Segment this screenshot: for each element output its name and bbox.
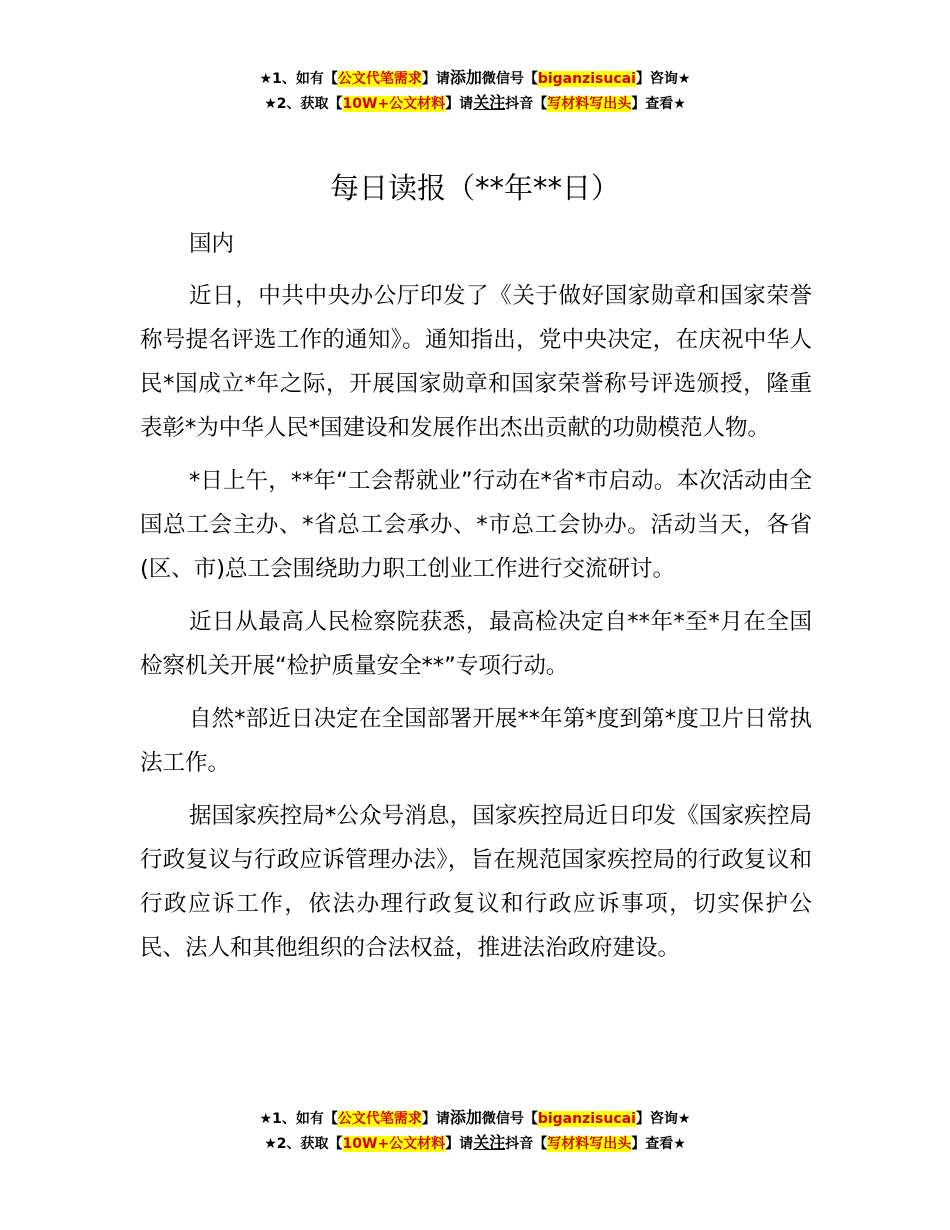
banner-text: ★1、如有【 <box>259 71 338 87</box>
banner-text: 微信号【 <box>481 1111 538 1127</box>
section-heading: 国内 <box>189 231 235 257</box>
paragraph: 据国家疾控局*公众号消息，国家疾控局近日印发《国家疾控局行政复议与行政应诉管理办法》，旨在规范国家疾控局的行政复议和行政应诉工作，依法办理行政复议和行政应诉事项，切实保护公民、法人和其他组织的合法权益，推进法治政府建设。 <box>140 803 812 961</box>
banner-text: 】请 <box>421 1111 450 1127</box>
banner-text: ★1、如有【 <box>259 1111 338 1127</box>
banner-emphasis: 关注 <box>473 1133 506 1152</box>
banner-highlight: 10W+公文材料 <box>342 96 446 112</box>
banner-highlight: 公文代笔需求 <box>337 1111 422 1127</box>
banner-highlight: biganzisucai <box>537 1111 636 1127</box>
banner-highlight: 公文代笔需求 <box>337 71 422 87</box>
paragraph: *日上午，**年“工会帮就业”行动在*省*市启动。本次活动由全国总工会主办、*省总工会承办、*市总工会协办。活动当天，各省(区、市)总工会围绕助力职工创业工作进行交流研讨。 <box>140 468 812 582</box>
banner-text: ★2、获取【 <box>264 96 343 112</box>
banner-text: 】请 <box>445 1136 474 1152</box>
banner-line-2 <box>0 1131 950 1156</box>
banner-text: 】请 <box>445 96 474 112</box>
banner-line-2 <box>0 91 950 116</box>
banner-text: 抖音【 <box>505 96 548 112</box>
banner-line-1 <box>0 1106 950 1131</box>
paragraph: 近日，中共中央办公厅印发了《关于做好国家勋章和国家荣誉称号提名评选工作的通知》。通知指出，党中央决定，在庆祝中华人民*国成立*年之际，开展国家勋章和国家荣誉称号评选颁授，隆重表彰*为中华人民*国建设和发展作出杰出贡献的功勋模范人物。 <box>140 283 812 441</box>
banner-emphasis: 关注 <box>473 93 506 112</box>
banner-highlight: biganzisucai <box>537 71 636 87</box>
banner-emphasis: 添加 <box>449 1108 482 1127</box>
banner-text: 】查看★ <box>631 1136 686 1152</box>
paragraph: 近日从最高人民检察院获悉，最高检决定自**年*至*月在全国检察机关开展“检护质量安全**”专项行动。 <box>140 609 812 679</box>
paragraph: 自然*部近日决定在全国部署开展**年第*度到第*度卫片日常执法工作。 <box>140 706 812 776</box>
footer-banner <box>0 1106 950 1156</box>
banner-text: 微信号【 <box>481 71 538 87</box>
banner-highlight: 写材料写出头 <box>547 1136 632 1152</box>
banner-line-1 <box>0 66 950 91</box>
document-title: 每日读报（**年**日） <box>329 171 620 205</box>
banner-text: ★2、获取【 <box>264 1136 343 1152</box>
banner-text: 】请 <box>421 71 450 87</box>
document-body <box>140 222 812 979</box>
banner-text: 】查看★ <box>631 96 686 112</box>
banner-emphasis: 添加 <box>449 68 482 87</box>
banner-highlight: 写材料写出头 <box>547 96 632 112</box>
banner-text: 】咨询★ <box>635 1111 691 1127</box>
banner-text: 抖音【 <box>505 1136 548 1152</box>
banner-text: 】咨询★ <box>635 71 691 87</box>
banner-highlight: 10W+公文材料 <box>342 1136 446 1152</box>
header-banner <box>0 66 950 116</box>
